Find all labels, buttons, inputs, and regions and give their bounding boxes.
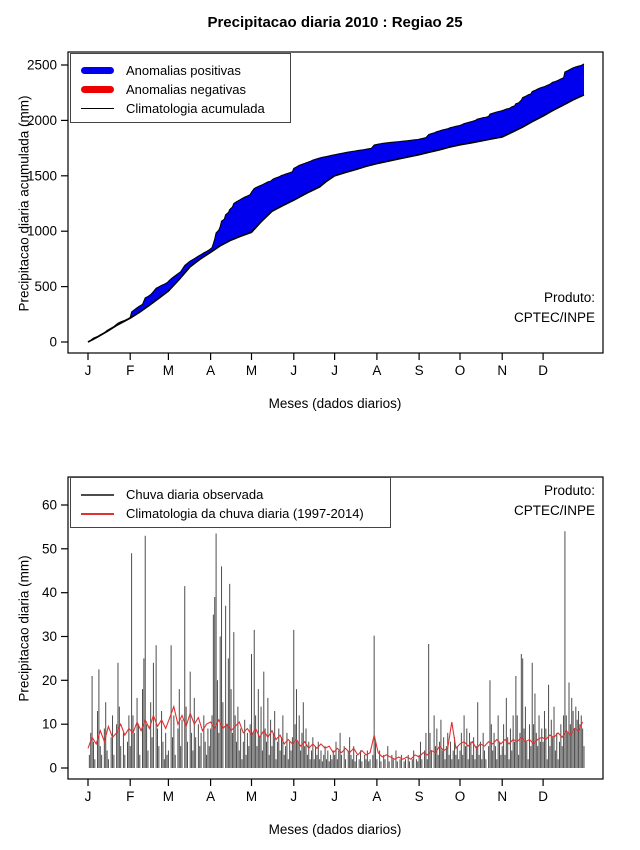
panel1-legend [70,53,291,123]
page-title: Precipitacao diaria 2010 : Regiao 25 [207,14,463,31]
month-tick-label: J [331,789,338,804]
panel2-produto-annotation [395,481,595,521]
month-tick-label: D [538,789,548,804]
panel2-legend [70,477,391,528]
y-tick-label: 30 [41,629,57,644]
legend-label: Anomalias negativas [126,82,246,97]
month-tick-label: A [372,363,382,378]
month-tick-label: J [290,789,298,804]
month-tick-label: J [84,789,92,804]
produto-line1: Produto: [543,290,595,305]
panel2-y-axis-label: Precipitacao diaria (mm) [16,555,32,702]
panel1-produto-annotation [395,288,595,328]
y-tick-label: 1500 [26,168,57,184]
panel1-y-axis-label: Precipitacao diaria acumulada (mm) [16,95,32,312]
month-tick-label: D [538,363,548,378]
month-tick-label: M [245,789,258,804]
daily-climatology-swatch-icon [81,513,114,515]
legend-label: Anomalias positivas [126,63,241,78]
daily-climatology-line [88,707,583,760]
month-tick-label: J [84,363,92,378]
month-tick-label: F [126,789,135,804]
month-tick-label: M [245,363,258,378]
panel1-x-axis-label: Meses (dados diarios) [268,396,402,411]
legend-item-negative-anomalies [81,80,280,99]
daily-rain-bars [89,531,584,768]
month-tick-label: A [206,363,216,378]
legend-item-observed-rain [81,485,380,504]
climatology-line-swatch-icon [81,108,114,110]
y-tick-label: 500 [34,279,57,295]
legend-label: Chuva diaria observada [126,487,264,502]
produto-line2: CPTEC/INPE [513,503,595,518]
produto-line2: CPTEC/INPE [513,310,595,325]
legend-label: Climatologia acumulada [126,101,265,116]
panel2-x-axis-label: Meses (dados diarios) [268,822,402,837]
produto-line1: Produto: [543,483,595,498]
y-tick-label: 40 [41,585,57,601]
month-tick-label: N [497,789,508,804]
y-tick-label: 1000 [26,223,57,239]
y-tick-label: 50 [41,541,57,557]
y-tick-label: 10 [41,716,57,732]
y-tick-label: 0 [49,334,57,350]
month-tick-label: N [497,363,508,378]
observed-rain-swatch-icon [81,494,114,496]
y-tick-label: 60 [41,497,57,513]
y-tick-label: 2500 [26,57,57,73]
y-tick-label: 2000 [26,112,57,128]
month-tick-label: S [414,363,424,378]
y-tick-label: 0 [49,760,57,776]
positive-anomaly-swatch-icon [81,67,114,74]
legend-item-positive-anomalies [81,61,280,80]
month-tick-label: A [372,789,382,804]
month-tick-label: A [206,789,216,804]
month-tick-label: S [414,789,424,804]
month-tick-label: M [162,789,175,804]
month-tick-label: M [162,363,175,378]
month-tick-label: J [290,363,298,378]
month-tick-label: F [126,363,135,378]
month-tick-label: O [454,789,466,804]
legend-item-climatology-cum [81,99,280,118]
month-tick-label: O [454,363,466,378]
y-tick-label: 20 [41,672,57,688]
legend-label: Climatologia da chuva diaria (1997-2014) [126,506,364,521]
legend-item-daily-climatology [81,504,380,523]
negative-anomaly-swatch-icon [81,86,114,93]
month-tick-label: J [331,363,338,378]
